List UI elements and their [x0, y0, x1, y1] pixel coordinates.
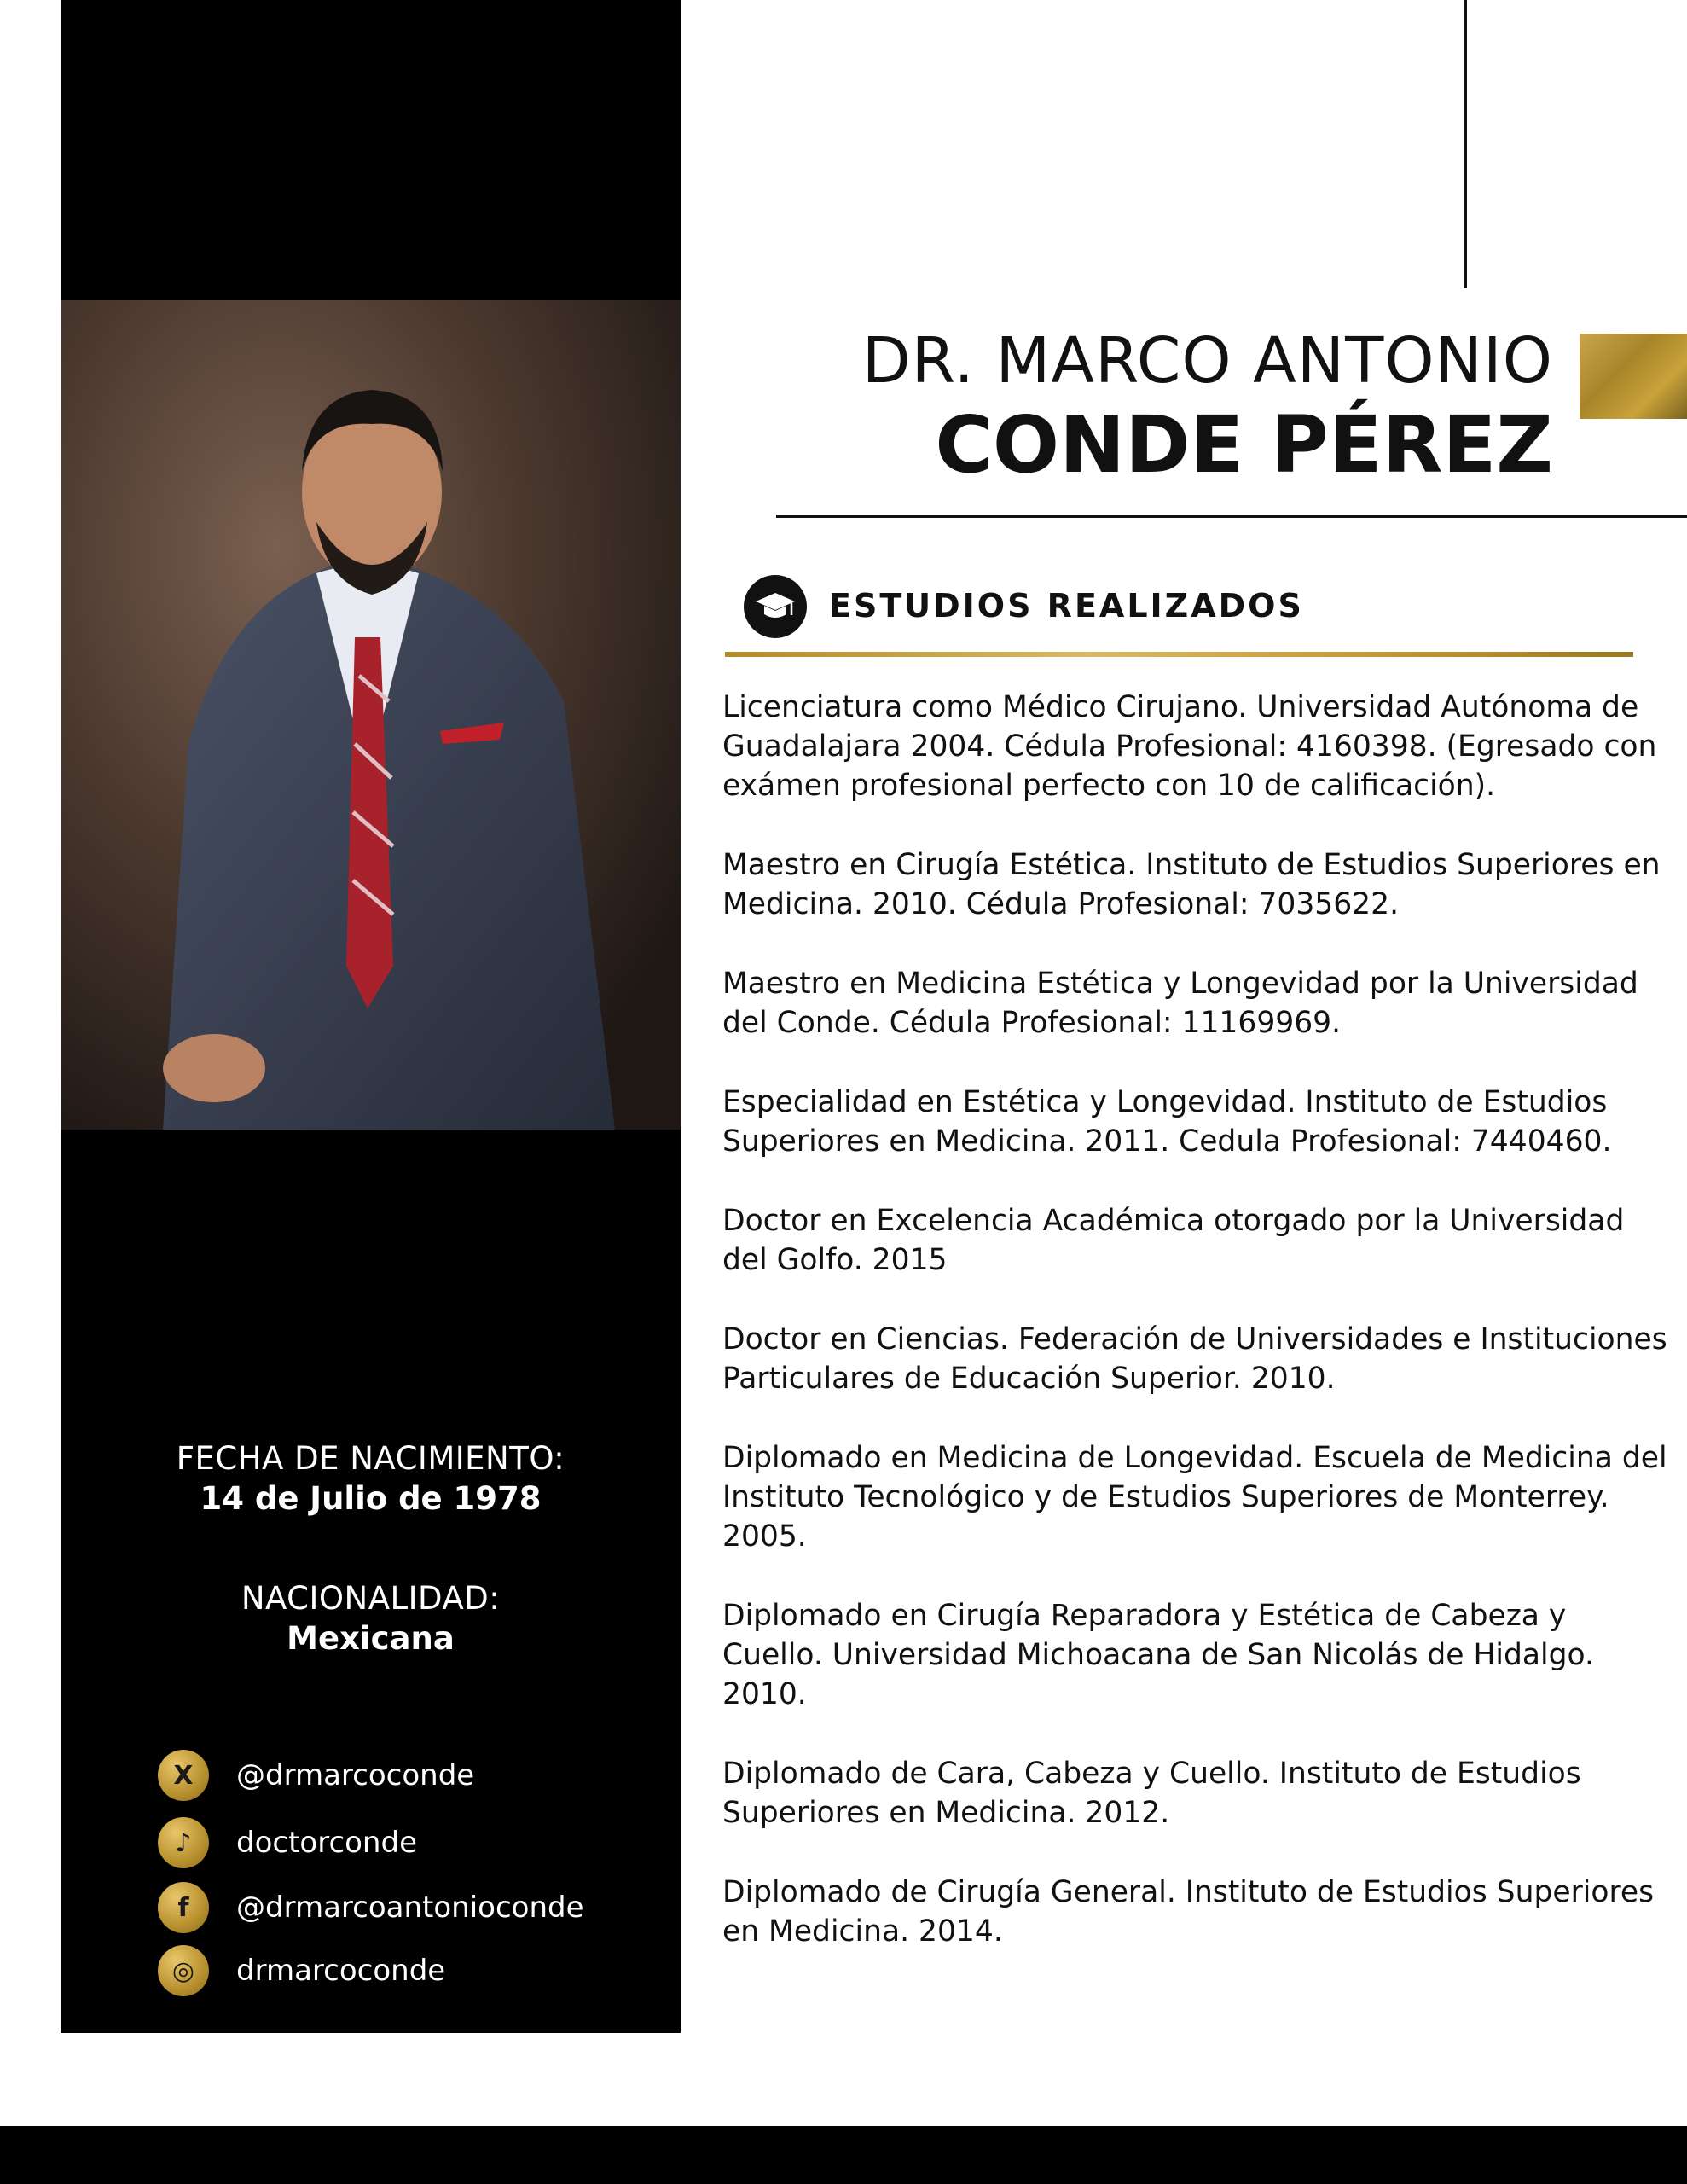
graduation-cap-icon: [744, 575, 807, 638]
list-item: Especialidad en Estética y Longevidad. Instituto de Estudios Superiores en Medicina. 2011. Cedula Profesional: 7440460.: [722, 1085, 1612, 1159]
section-title: ESTUDIOS REALIZADOS: [829, 587, 1304, 624]
list-item: Doctor en Ciencias. Federación de Universidades e Instituciones Particulares de Educación Superior. 2010.: [722, 1322, 1667, 1396]
social-handle: doctorconde: [236, 1826, 417, 1860]
decorative-vertical-line: [1464, 0, 1467, 288]
facebook-icon: f: [158, 1882, 209, 1933]
social-handle: drmarcoconde: [236, 1954, 446, 1988]
x-icon: X: [158, 1750, 209, 1801]
social-x[interactable]: [158, 1750, 474, 1801]
name-divider: [776, 515, 1687, 518]
list-item: Diplomado en Cirugía Reparadora y Estética de Cabeza y Cuello. Universidad Michoacana de San Nicolás de Hidalgo. 2010.: [722, 1599, 1595, 1711]
studies-list: [722, 688, 1669, 1991]
birth-date-block: [61, 1440, 681, 1517]
list-item: Doctor en Excelencia Académica otorgado por la Universidad del Golfo. 2015: [722, 1204, 1625, 1277]
birth-date-label: FECHA DE NACIMIENTO:: [176, 1440, 565, 1477]
social-tiktok[interactable]: [158, 1817, 417, 1868]
doctor-name-first: DR. MARCO ANTONIO: [861, 324, 1553, 398]
portrait-photo: [61, 300, 681, 1130]
tiktok-icon: ♪: [158, 1817, 209, 1868]
nationality-block: [61, 1580, 681, 1657]
nationality-label: NACIONALIDAD:: [241, 1580, 501, 1617]
footer-bar: [0, 2126, 1687, 2184]
list-item: Maestro en Cirugía Estética. Instituto de Estudios Superiores en Medicina. 2010. Cédula Profesional: 7035622.: [722, 848, 1661, 921]
list-item: Diplomado de Cara, Cabeza y Cuello. Instituto de Estudios Superiores en Medicina. 2012.: [722, 1757, 1581, 1830]
list-item: Diplomado en Medicina de Longevidad. Escuela de Medicina del Instituto Tecnológico y de Estudios Superiores de Monterrey. 2005.: [722, 1441, 1667, 1554]
nationality-value: Mexicana: [287, 1620, 455, 1657]
social-handle: @drmarcoantonioconde: [236, 1891, 584, 1925]
list-item: Maestro en Medicina Estética y Longevidad por la Universidad del Conde. Cédula Profesional: 11169969.: [722, 967, 1638, 1040]
doctor-name-last: CONDE PÉREZ: [935, 399, 1553, 491]
social-handle: @drmarcoconde: [236, 1758, 475, 1792]
social-instagram[interactable]: [158, 1945, 445, 1996]
section-divider: [725, 652, 1633, 657]
birth-date-value: 14 de Julio de 1978: [200, 1480, 542, 1517]
gold-accent-block: [1580, 334, 1687, 419]
list-item: Diplomado de Cirugía General. Instituto de Estudios Superiores en Medicina. 2014.: [722, 1875, 1655, 1949]
list-item: Licenciatura como Médico Cirujano. Universidad Autónoma de Guadalajara 2004. Cédula Profesional: 4160398. (Egresado con exámen profesional perfecto con 10 de calificación).: [722, 690, 1657, 803]
instagram-icon: ◎: [158, 1945, 209, 1996]
social-facebook[interactable]: [158, 1882, 584, 1933]
